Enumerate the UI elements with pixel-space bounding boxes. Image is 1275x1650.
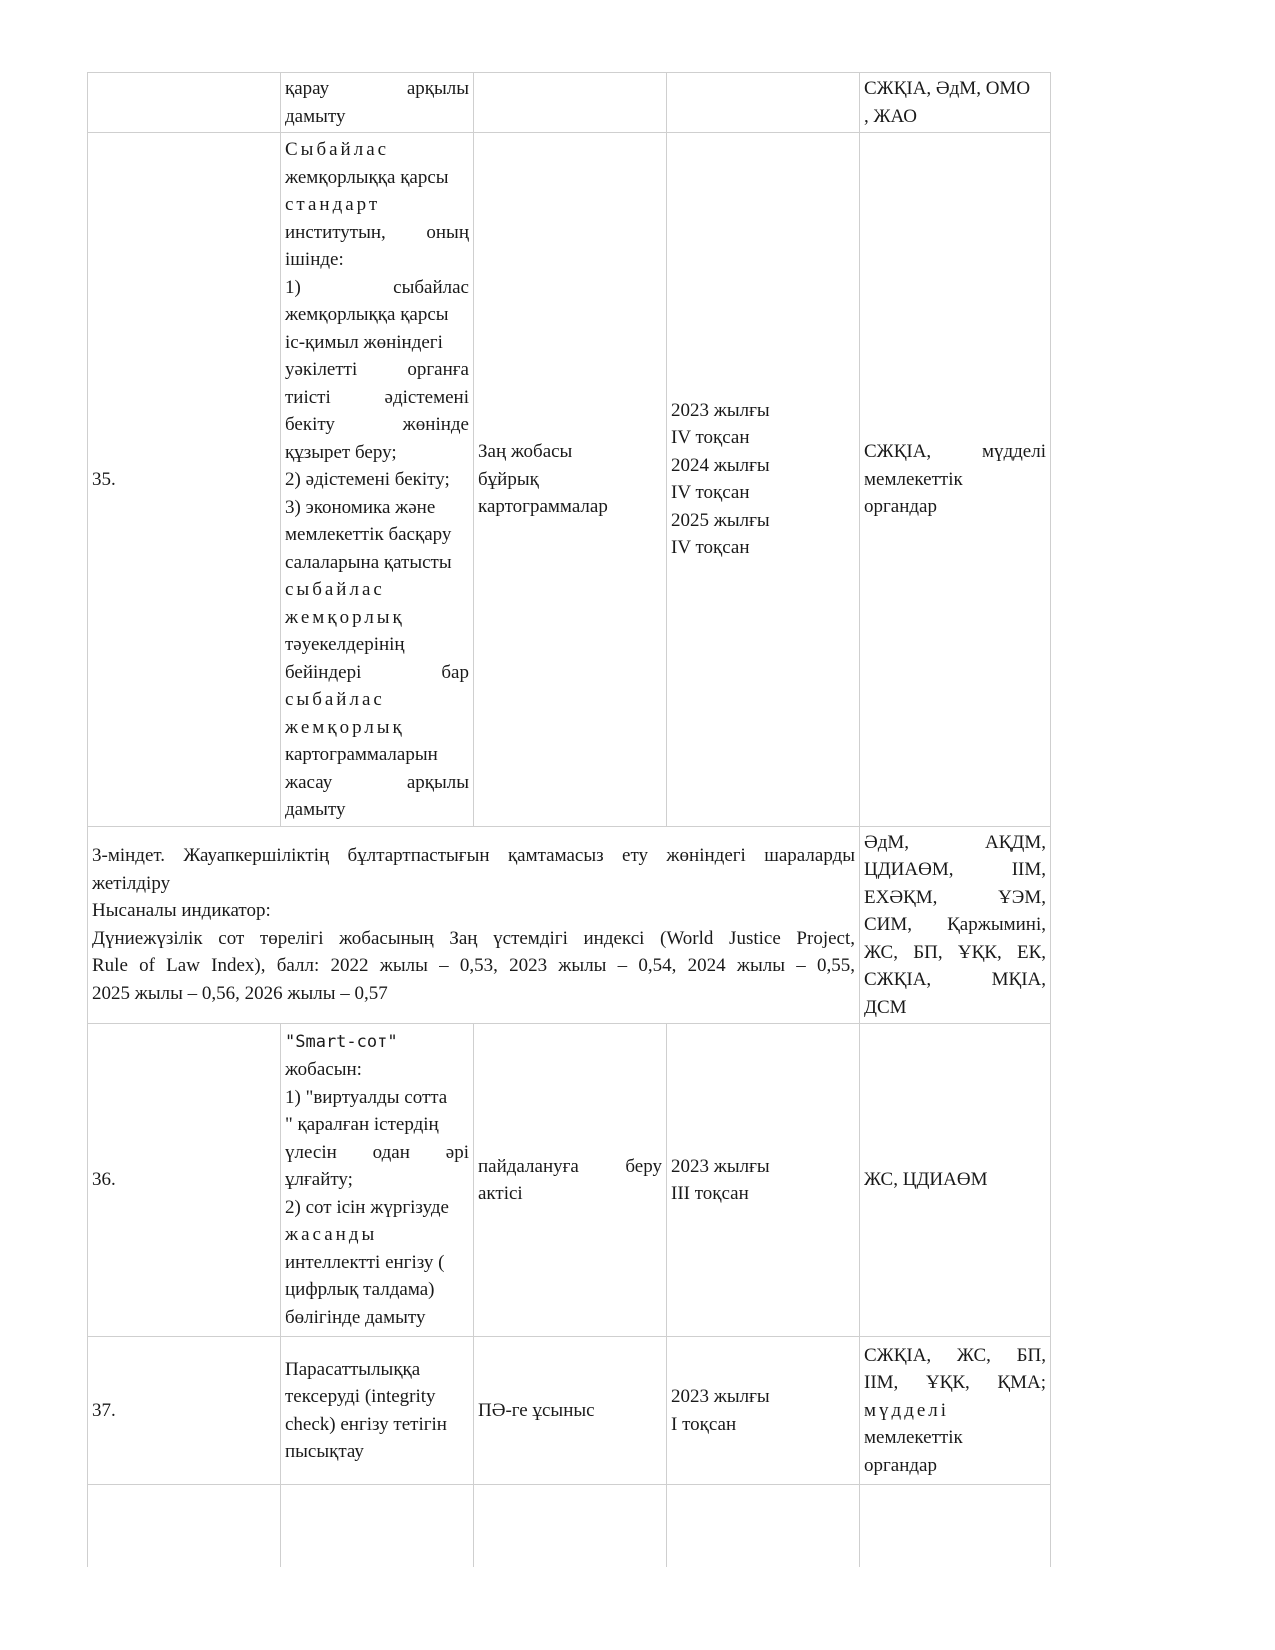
responsible-cell: СЖҚІА, ЖС, БП, ІІМ, ҰҚК, ҚМА; мүдделі мемлекеттік органдар — [860, 1337, 1051, 1485]
form-cell — [474, 73, 667, 133]
table-row — [88, 73, 1051, 133]
task-heading-cell: 3-міндет. Жауапкершіліктің бұлтартпастығын қамтамасыз ету жөніндегі шараларды жетілдіру Нысаналы индикатор: Дүниежүзілік сот төрелігі жобасының Заң үстемдігі индексі (World Justice Project, Rule of Law Index), балл: 2022 жылы – 0,53, 2023 жылы – 0,54, 2024 жылы – 0,55, 2025 жылы – 0,56, 2026 жылы – 0,57 — [88, 826, 860, 1024]
form-cell: ПӘ-ге ұсыныс — [474, 1337, 667, 1485]
measure-cell — [281, 1485, 474, 1567]
table-row — [88, 1337, 1051, 1485]
num-cell: 36. — [88, 1024, 281, 1337]
num-cell — [88, 1485, 281, 1567]
table-row — [88, 1485, 1051, 1567]
form-cell — [474, 1485, 667, 1567]
table-row — [88, 133, 1051, 827]
action-plan-table — [87, 72, 1051, 1567]
table-row — [88, 826, 1051, 1024]
table-row — [88, 1024, 1051, 1337]
form-cell: Заң жобасы бұйрық картограммалар — [474, 133, 667, 827]
responsible-cell: ЖС, ЦДИАӨМ — [860, 1024, 1051, 1337]
measure-cell: "Smart-сот" жобасын: 1) "виртуалды сотта " қаралған істердің үлесін одан әрі ұлғайту; 2) сот ісін жүргізуде жасанды интеллектті енгізу ( цифрлық талдама) бөлігінде дамыту — [281, 1024, 474, 1337]
deadline-cell: 2023 жылғы IV тоқсан 2024 жылғы IV тоқсан 2025 жылғы IV тоқсан — [667, 133, 860, 827]
responsible-cell: ӘдМ, АҚДМ, ЦДИАӨМ, ІІМ, ЕХӘҚМ, ҰЭМ, СИМ, Қаржымині, ЖС, БП, ҰҚК, ЕК, СЖҚІА, МҚІА, ДСМ — [860, 826, 1051, 1024]
deadline-cell: 2023 жылғы ІІІ тоқсан — [667, 1024, 860, 1337]
responsible-cell — [860, 1485, 1051, 1567]
num-cell — [88, 73, 281, 133]
form-cell: пайдалануға беру актісі — [474, 1024, 667, 1337]
num-cell: 37. — [88, 1337, 281, 1485]
measure-cell: қарау арқылы дамыту — [281, 73, 474, 133]
responsible-cell: СЖҚІА, мүдделі мемлекеттік органдар — [860, 133, 1051, 827]
measure-cell: Сыбайлас жемқорлыққа қарсы стандарт институтын, оның ішінде: 1) сыбайлас жемқорлыққа қарсы іс-қимыл жөніндегі уәкілетті органға тиісті әдістемені бекіту жөнінде құзырет беру; 2) әдістемені бекіту; 3) экономика және мемлекеттік басқару салаларына қатысты сыбайлас жемқорлық тәуекелдерінің бейіндері бар сыбайлас жемқорлық картограммаларын жасау арқылы дамыту — [281, 133, 474, 827]
deadline-cell — [667, 1485, 860, 1567]
responsible-cell: СЖҚІА, ӘдМ, ОМО , ЖАО — [860, 73, 1051, 133]
deadline-cell: 2023 жылғы І тоқсан — [667, 1337, 860, 1485]
measure-cell: Парасаттылыққа тексеруді (integrity check) енгізу тетігін пысықтау — [281, 1337, 474, 1485]
num-cell: 35. — [88, 133, 281, 827]
deadline-cell — [667, 73, 860, 133]
